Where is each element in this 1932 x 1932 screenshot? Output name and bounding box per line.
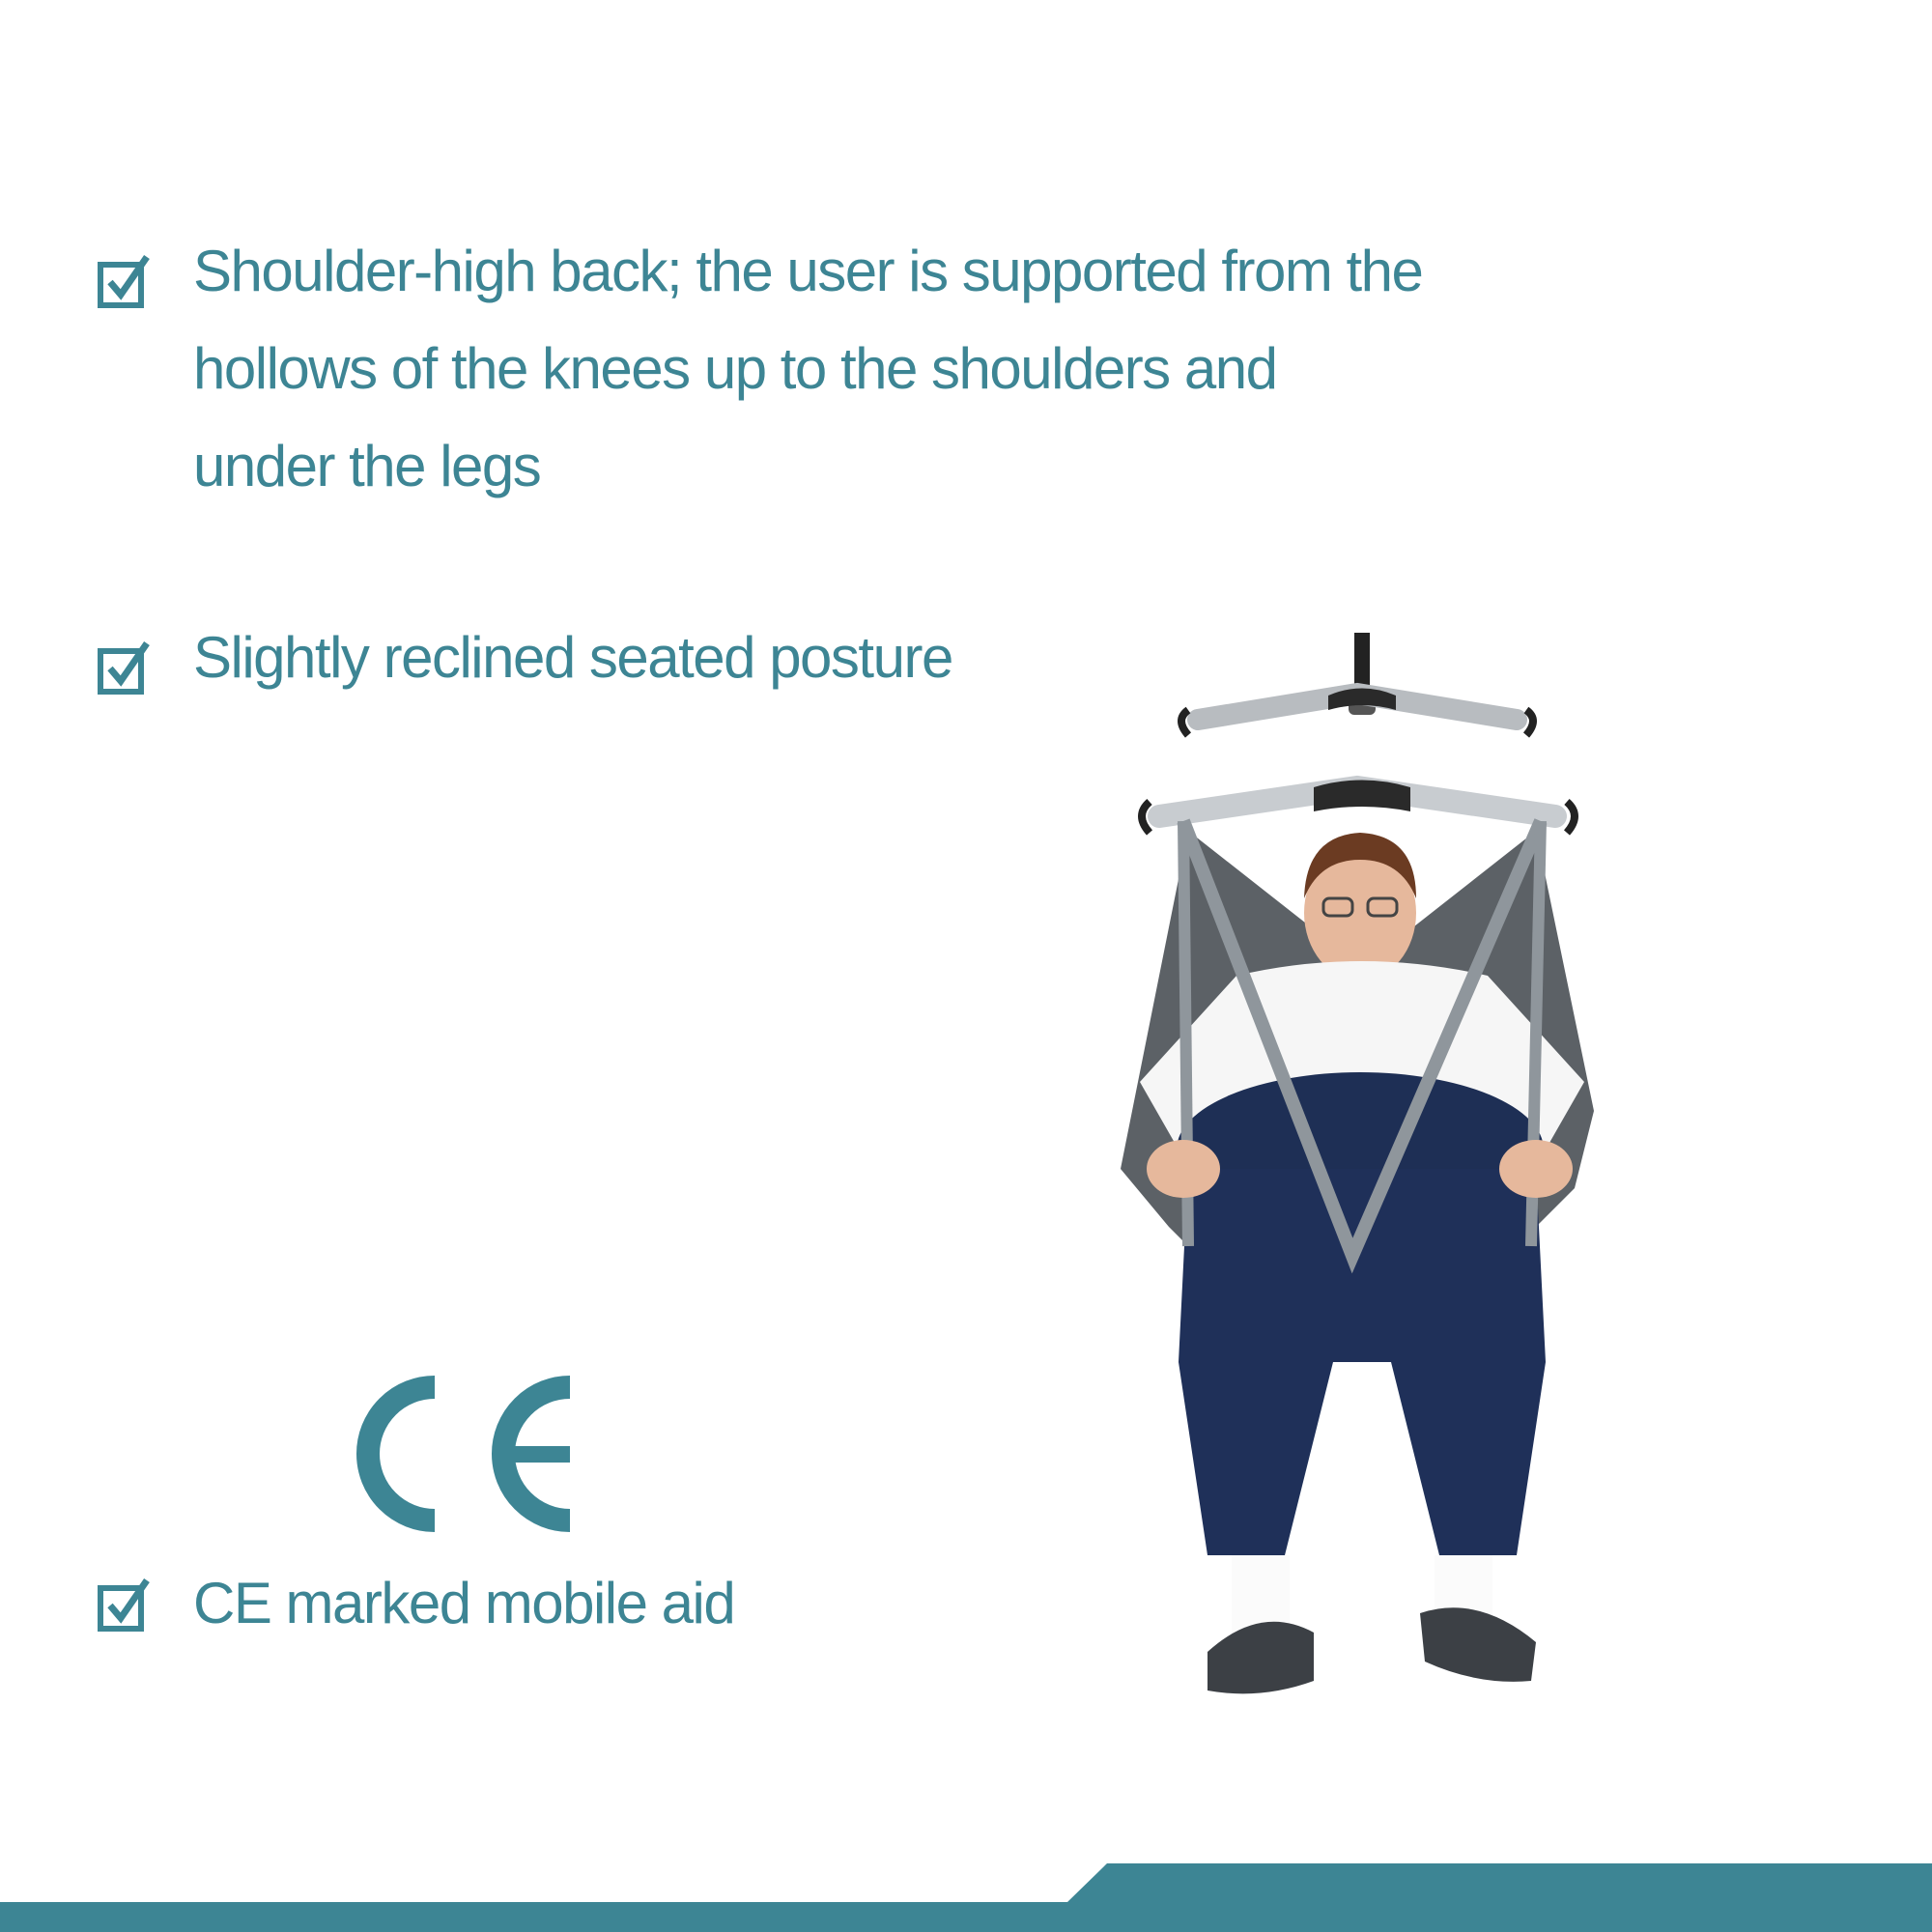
checkbox-checked-icon xyxy=(97,639,153,696)
checkbox-checked-icon xyxy=(97,253,153,309)
feature-item-reclined-posture xyxy=(97,609,952,706)
feature-text: Slightly reclined seated posture xyxy=(193,625,952,690)
feature-item-shoulder-high-back xyxy=(97,222,1422,515)
feature-item-ce-marked xyxy=(97,1555,734,1652)
feature-text: Shoulder-high back; the user is supported from the hollows of the knees up to the shoulders and under the legs xyxy=(193,239,1423,498)
product-photo-person-in-sling xyxy=(1092,628,1633,1739)
footer-accent-band xyxy=(0,1860,1932,1932)
ce-mark-logo xyxy=(350,1376,574,1532)
feature-text: CE marked mobile aid xyxy=(193,1571,735,1635)
checkbox-checked-icon xyxy=(97,1577,153,1633)
